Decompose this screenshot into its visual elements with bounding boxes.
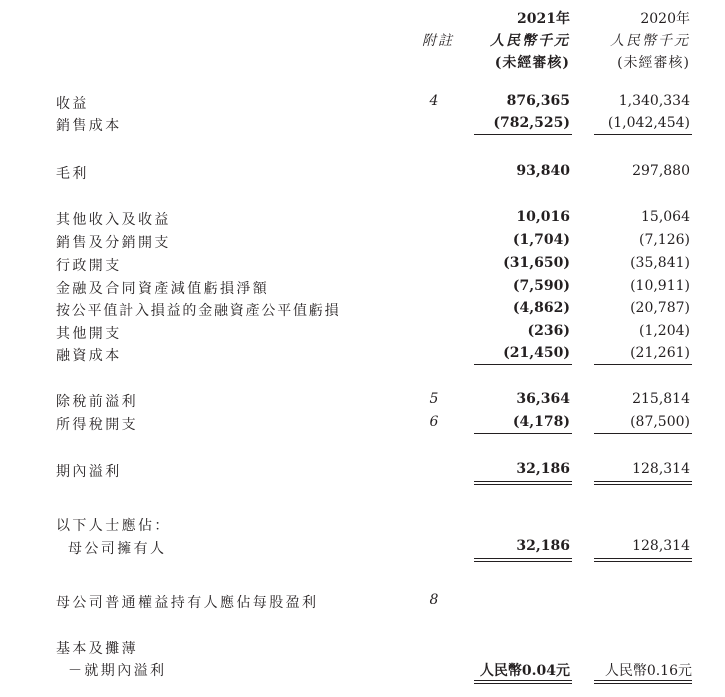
row-value-2020: (21,261): [630, 345, 690, 361]
row-value-2021: (21,450): [503, 345, 570, 361]
row-value-2021: 32,186: [516, 461, 570, 477]
row-label: 基本及攤薄: [56, 641, 138, 657]
row-label: 以下人士應佔：: [56, 518, 171, 534]
row-value-2021: (4,862): [512, 300, 570, 316]
subtotal-rule: [474, 134, 572, 135]
row-value-2021: 32,186: [516, 538, 570, 554]
col-2021-audit: (未經審核): [494, 55, 570, 71]
row-label: 母公司普通權益持有人應佔每股盈利: [56, 595, 319, 611]
subtotal-rule: [594, 433, 692, 434]
total-rule: [594, 481, 692, 482]
total-rule: [474, 683, 572, 684]
row-note: 4: [429, 93, 439, 109]
row-label: 按公平值計入損益的金融資產公平值虧損: [56, 303, 341, 319]
total-rule: [594, 680, 692, 681]
total-rule: [594, 484, 692, 485]
row-value-2020: 215,814: [632, 391, 690, 407]
row-label: 行政開支: [56, 258, 122, 274]
col-2021-year: 2021年: [517, 11, 570, 27]
row-note: 6: [429, 414, 439, 430]
row-value-2020: 15,064: [641, 209, 690, 225]
total-rule: [594, 561, 692, 562]
row-value-2021: (7,590): [512, 278, 570, 294]
row-label: 融資成本: [56, 348, 122, 364]
subtotal-rule: [594, 134, 692, 135]
row-value-2020: (87,500): [630, 414, 690, 430]
row-value-2021: 93,840: [516, 163, 570, 179]
col-2021-unit: 人民幣千元: [490, 33, 570, 49]
row-label: －就期內溢利: [68, 663, 167, 679]
subtotal-rule: [474, 433, 572, 434]
row-value-2021: (31,650): [503, 255, 570, 271]
row-value-2020: (35,841): [630, 255, 690, 271]
row-label: 毛利: [56, 166, 89, 182]
row-label: 母公司擁有人: [68, 541, 167, 557]
row-value-2020: (7,126): [638, 232, 690, 248]
total-rule: [474, 680, 572, 681]
row-value-2020: 128,314: [632, 538, 690, 554]
row-value-2021: (4,178): [512, 414, 570, 430]
row-label: 收益: [56, 96, 89, 112]
row-value-2021: (782,525): [493, 115, 570, 131]
row-value-2020: 人民幣0.16元: [604, 663, 692, 679]
note-column-header: 附註: [422, 33, 454, 49]
row-label: 其他開支: [56, 326, 122, 342]
row-label: 所得稅開支: [56, 417, 138, 433]
row-note: 8: [429, 592, 439, 608]
row-value-2020: 297,880: [632, 163, 690, 179]
total-rule: [594, 558, 692, 559]
row-value-2021: 36,364: [516, 391, 570, 407]
row-label: 期內溢利: [56, 464, 122, 480]
row-label: 其他收入及收益: [56, 212, 171, 228]
row-value-2020: (20,787): [630, 300, 690, 316]
col-2020-year: 2020年: [640, 11, 690, 27]
subtotal-rule: [474, 364, 572, 365]
total-rule: [474, 481, 572, 482]
row-value-2020: (10,911): [630, 278, 690, 294]
total-rule: [474, 558, 572, 559]
row-value-2021: (1,704): [512, 232, 570, 248]
col-2020-audit: (未經審核): [617, 55, 690, 71]
row-label: 銷售及分銷開支: [56, 235, 171, 251]
row-value-2021: 876,365: [506, 93, 570, 109]
row-label: 金融及合同資產減值虧損淨額: [56, 281, 270, 297]
row-value-2021: 10,016: [516, 209, 570, 225]
total-rule: [474, 484, 572, 485]
row-value-2021: 人民幣0.04元: [479, 663, 570, 679]
row-label: 銷售成本: [56, 118, 122, 134]
row-value-2020: 1,340,334: [618, 93, 690, 109]
subtotal-rule: [594, 364, 692, 365]
total-rule: [594, 683, 692, 684]
total-rule: [474, 561, 572, 562]
row-value-2021: (236): [527, 323, 570, 339]
row-value-2020: (1,204): [638, 323, 690, 339]
row-value-2020: (1,042,454): [607, 115, 690, 131]
row-value-2020: 128,314: [632, 461, 690, 477]
row-note: 5: [429, 391, 439, 407]
col-2020-unit: 人民幣千元: [610, 33, 690, 49]
row-label: 除稅前溢利: [56, 394, 138, 410]
